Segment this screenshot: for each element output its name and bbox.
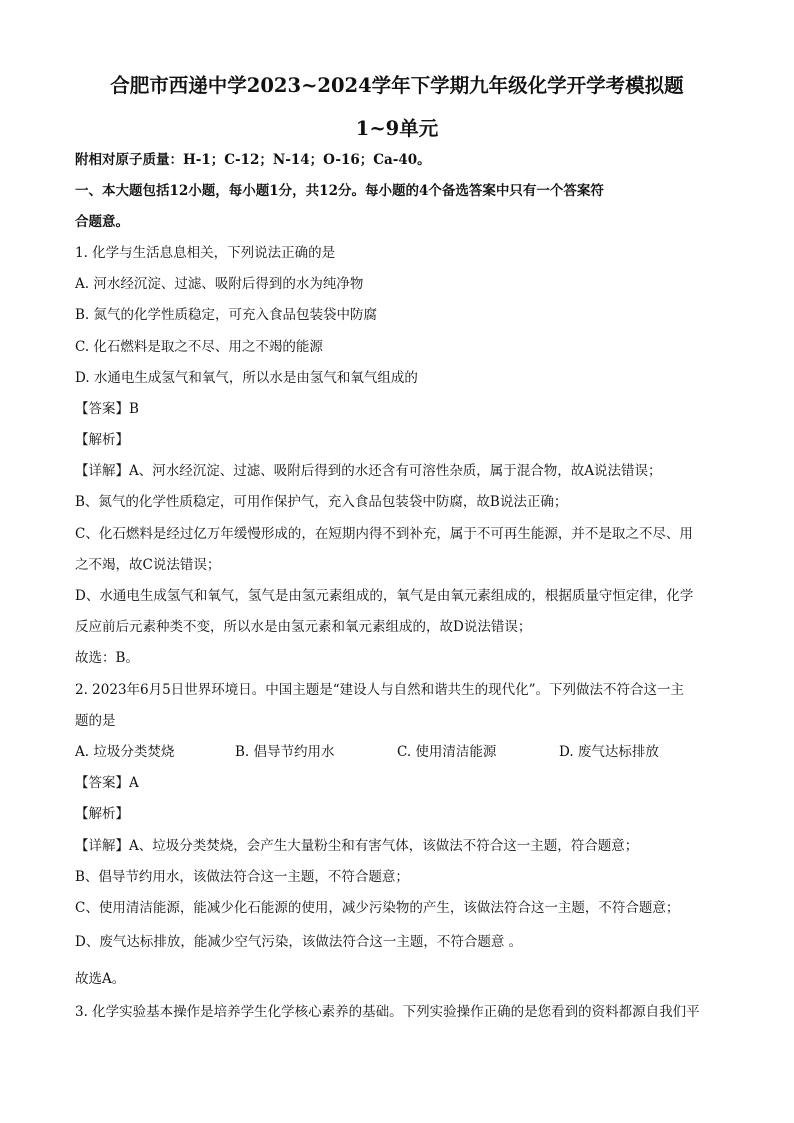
- q1-option-c: C. 化石燃料是取之不尽、用之不竭的能源: [75, 339, 323, 355]
- q1-detail-line: 之不竭，故C说法错误；: [75, 557, 221, 573]
- q1-stem: 1. 化学与生活息息相关，下列说法正确的是: [75, 245, 336, 261]
- q2-detail-line: 【详解】A、垃圾分类焚烧，会产生大量粉尘和有害气体，该做法不符合这一主题，符合题意；: [75, 838, 639, 854]
- q1-detail-line: D、水通电生成氢气和氧气，氢气是由氢元素组成的，氧气是由氧元素组成的，根据质量守恒定律，化学: [75, 588, 694, 604]
- section-instruction-line-1: 一、本大题包括12小题，每小题1分，共12分。每小题的4个备选答案中只有一个答案符: [75, 183, 604, 199]
- q2-option-d: D. 废气达标排放: [559, 744, 659, 760]
- q1-detail-line: 【详解】A、河水经沉淀、过滤、吸附后得到的水还含有可溶性杂质，属于混合物，故A说法错误；: [75, 463, 662, 479]
- document-title: 合肥市西递中学2023~2024学年下学期九年级化学开学考模拟题: [110, 74, 684, 97]
- q1-analysis-label: 【解析】: [75, 432, 129, 448]
- q2-option-c: C. 使用清洁能源: [397, 744, 497, 760]
- q1-option-d: D. 水通电生成氢气和氧气，所以水是由氢气和氧气组成的: [75, 370, 418, 386]
- q1-detail-line: B、氮气的化学性质稳定，可用作保护气，充入食品包装袋中防腐，故B说法正确；: [75, 494, 568, 510]
- section-instruction-line-2: 合题意。: [75, 214, 129, 230]
- q2-stem-line-2: 题的是: [75, 713, 116, 729]
- q2-detail-line: B、倡导节约用水，该做法符合这一主题，不符合题意；: [75, 869, 409, 885]
- q2-option-a: A. 垃圾分类焚烧: [75, 744, 175, 760]
- q2-answer: 【答案】A: [75, 775, 139, 791]
- q1-detail-line: 反应前后元素种类不变，所以水是由氢元素和氧元素组成的，故D说法错误；: [75, 619, 532, 635]
- q2-conclusion: 故选A。: [75, 971, 126, 987]
- q1-conclusion: 故选：B。: [75, 650, 139, 666]
- q1-detail-line: C、化石燃料是经过亿万年缓慢形成的，在短期内得不到补充，属于不可再生能源，并不是取之不尽、用: [75, 526, 693, 542]
- q1-option-b: B. 氮气的化学性质稳定，可充入食品包装袋中防腐: [75, 307, 378, 323]
- q2-detail-line: D、废气达标排放，能减少空气污染，该做法符合这一主题，不符合题意 。: [75, 934, 523, 950]
- q2-detail-line: C、使用清洁能源，能减少化石能源的使用，减少污染物的产生，该做法符合这一主题，不符合题意；: [75, 900, 680, 916]
- q1-answer: 【答案】B: [75, 401, 139, 417]
- atomic-mass-note: 附相对原子质量：H-1；C-12；N-14；O-16；Ca-40。: [75, 152, 431, 168]
- q2-analysis-label: 【解析】: [75, 806, 129, 822]
- q3-stem: 3. 化学实验基本操作是培养学生化学核心素养的基础。下列实验操作正确的是您看到的资料都源自我们平: [75, 1004, 700, 1020]
- q2-option-b: B. 倡导节约用水: [235, 744, 335, 760]
- q2-options-row: [75, 743, 725, 761]
- q1-option-a: A. 河水经沉淀、过滤、吸附后得到的水为纯净物: [75, 276, 364, 292]
- q2-stem-line-1: 2. 2023年6月5日世界环境日。中国主题是“建设人与自然和谐共生的现代化”。下列做法不符合这一主: [75, 682, 685, 698]
- document-subtitle: 1~9单元: [355, 117, 439, 140]
